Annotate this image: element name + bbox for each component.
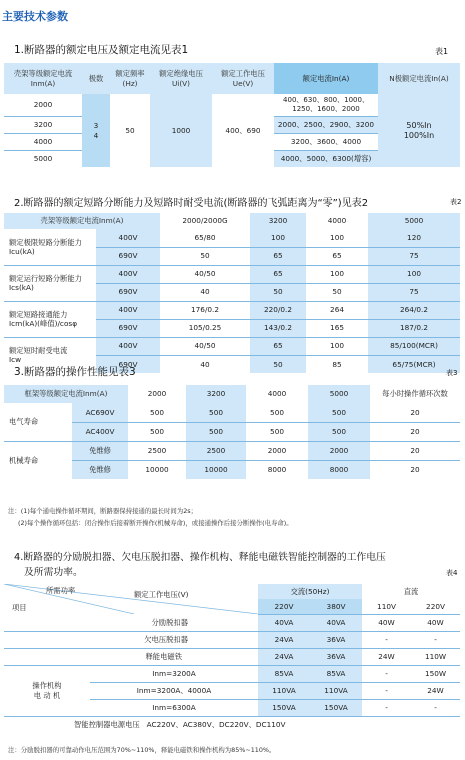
- t1-insulation-voltage: 1000: [150, 94, 212, 167]
- t3-mech1-cycles: 20: [370, 441, 460, 460]
- t3-mech2-2000: 10000: [145, 465, 169, 475]
- table4-number: 表4: [446, 569, 458, 577]
- t1-header-n-pole: N极额定电流In(A): [378, 63, 460, 94]
- t4-motor-3200-dc220: 150W: [411, 665, 460, 682]
- t1-header-insulation: 额定绝缘电压Ui(V): [150, 63, 212, 94]
- t2-icw-690v-5000: 65/75(MCR): [368, 355, 460, 373]
- t4-shunt-ac380: 40VA: [310, 614, 362, 631]
- t4-mechanism-label: 操作机构 电 动 机: [4, 665, 90, 716]
- t1-header-working: 额定工作电压Ue(V): [212, 63, 274, 94]
- t3-mech1-label: 免维修: [72, 441, 128, 460]
- t1-frame-2000: 2000: [4, 94, 82, 116]
- t1-frame-4000: 4000: [4, 133, 82, 150]
- t4-controller-values: AC220V、AC380V、DC220V、DC110V: [146, 720, 286, 730]
- t4-closing-magnet-ac220: 24VA: [258, 648, 310, 665]
- t2-icm-400v-3200: 220/0.2: [250, 301, 306, 319]
- t2-ics-400v-voltage: 400V: [96, 265, 160, 283]
- t2-icu-690v-2000: 50: [160, 247, 250, 265]
- table1: [4, 63, 460, 167]
- t3-mech1-3200: 2500: [186, 441, 246, 460]
- t3-ac690v-cycles: 20: [370, 403, 460, 422]
- t3-electrical-label: 电气寿命: [4, 403, 72, 441]
- t2-icm-690v-4000: 165: [306, 319, 368, 337]
- t2-ics-690v-4000: 50: [306, 283, 368, 301]
- t2-icw-690v-2000: 40: [200, 359, 210, 369]
- t1-header-frequency: 额定频率(Hz): [110, 63, 150, 94]
- t2-icu-400v-4000: 100: [306, 229, 368, 247]
- t1-poles: 3 4: [82, 94, 110, 167]
- t1-frequency: 50: [125, 125, 135, 135]
- t4-undervoltage-dc110: -: [362, 631, 411, 648]
- t2-ics-690v-5000: 75: [368, 283, 460, 301]
- t1-header-frame: 壳架等级额定电流Inm(A): [4, 63, 82, 94]
- t2-ics-690v-voltage: 690V: [96, 283, 160, 301]
- t4-motor-6300-dc110: -: [362, 699, 411, 716]
- t2-header-4000: 4000: [327, 216, 347, 226]
- t3-mech2-3200: 10000: [186, 460, 246, 479]
- t4-motor-3200-ac220: 85VA: [258, 665, 310, 682]
- t4-voltage-ac380: 380V: [310, 599, 362, 614]
- t4-dc-header: 直流: [403, 586, 419, 596]
- table3-note-2: (2)每个操作循环包括：闭合操作后接着断开操作(机械寿命)，或接通操作后接分断操作(电寿命)。: [18, 519, 293, 527]
- t4-motor-6300-ac220: 150VA: [258, 699, 310, 716]
- section2-heading: 2.断路器的额定短路分断能力及短路时耐受电流(断路器的飞弧距离为“零”)见表2: [14, 198, 369, 209]
- t3-ac400v-5000: 500: [308, 422, 370, 441]
- t2-ics-label: 额定运行短路分断能力 Ics(kA): [4, 265, 96, 301]
- t2-icm-400v-voltage: 400V: [96, 301, 160, 319]
- t3-ac690v-label: AC690V: [72, 403, 128, 422]
- t4-motor-4000-ac380: 110VA: [310, 682, 362, 699]
- table3: [4, 385, 460, 479]
- table3-number: 表3: [446, 369, 458, 377]
- t2-ics-400v-2000: 40/50: [160, 265, 250, 283]
- diagonal-lines: [4, 584, 258, 614]
- table4: [4, 584, 460, 733]
- section1-heading: 1.断路器的额定电压及额定电流见表1: [14, 44, 189, 56]
- t2-icu-690v-4000: 65: [306, 247, 368, 265]
- section4-heading-line2: 及所需功率。: [24, 567, 83, 578]
- t4-shunt-ac220: 40VA: [258, 614, 310, 631]
- t2-icm-690v-5000: 187/0.2: [368, 319, 460, 337]
- t2-header-5000: 5000: [368, 213, 460, 229]
- t4-motor-6300-label: Inm=6300A: [90, 699, 258, 716]
- t4-undervoltage-ac220: 24VA: [258, 631, 310, 648]
- t2-icm-690v-voltage: 690V: [96, 319, 160, 337]
- t2-icu-400v-2000: 65/80: [160, 229, 250, 247]
- t3-ac400v-label: AC400V: [72, 422, 128, 441]
- t1-rated-current-5000: 4000、5000、6300(增容): [274, 150, 378, 167]
- t2-icu-690v-5000: 75: [368, 247, 460, 265]
- t4-diag-voltage: 额定工作电压(V): [134, 590, 189, 599]
- t3-ac690v-5000: 500: [308, 403, 370, 422]
- t2-icu-400v-3200: 100: [250, 229, 306, 247]
- t2-icw-400v-2000: 40/50: [160, 337, 250, 355]
- t2-icw-400v-3200: 65: [250, 337, 306, 355]
- t4-controller-row: [4, 716, 460, 733]
- t3-header-2000: 2000: [147, 389, 167, 399]
- t1-rated-current-2000: 400、630、800、1000、1250、1600、2000: [274, 94, 378, 116]
- t1-rated-current-3200: 2000、2500、2900、3200: [274, 116, 378, 133]
- t4-motor-3200-label: Inm=3200A: [90, 665, 258, 682]
- t2-icu-label: 额定极限短路分断能力 Icu(kA): [4, 229, 96, 265]
- t3-mech2-label: 免维修: [72, 460, 128, 479]
- t3-mechanical-label: 机械寿命: [9, 455, 39, 465]
- t2-ics-690v-3200: 50: [250, 283, 306, 301]
- section4-heading-line1: 4.断路器的分励脱扣器、欠电压脱扣器、操作机构、释能电磁铁智能控制器的工作电压: [14, 552, 386, 563]
- t3-ac690v-2000: 500: [128, 403, 186, 422]
- t4-diag-power: 所需功率: [46, 586, 76, 595]
- t3-ac690v-4000: 500: [246, 403, 308, 422]
- t4-closing-magnet-dc110: 24W: [362, 648, 411, 665]
- t2-icw-label: 额定短时耐受电流 Icw: [9, 346, 68, 365]
- t3-mech1-5000: 2000: [308, 441, 370, 460]
- t2-icu-400v-voltage: 400V: [96, 229, 160, 247]
- table1-number: 表1: [435, 47, 449, 56]
- t4-controller-label: 智能控制器电源电压: [74, 720, 140, 730]
- t2-ics-400v-4000: 100: [306, 265, 368, 283]
- t2-icw-690v-4000: 85: [332, 359, 342, 369]
- t3-ac400v-cycles: 20: [370, 422, 460, 441]
- t3-header-cycles: 每小时操作循环次数: [382, 389, 448, 399]
- t2-ics-400v-3200: 65: [250, 265, 306, 283]
- t4-voltage-dc110: 110V: [362, 599, 411, 614]
- table2: [4, 213, 460, 373]
- t2-ics-400v-5000: 100: [368, 265, 460, 283]
- t2-icm-690v-3200: 143/0.2: [250, 319, 306, 337]
- t4-voltage-dc220: 220V: [411, 599, 460, 614]
- t4-shunt-label: 分励脱扣器: [4, 614, 258, 631]
- t3-header-3200: 3200: [186, 385, 246, 403]
- t4-diagonal-header: [4, 584, 258, 614]
- t3-mech2-cycles: 20: [410, 465, 420, 475]
- t3-header-4000: 4000: [267, 389, 287, 399]
- t4-closing-magnet-label: 释能电磁铁: [4, 648, 258, 665]
- t3-mech1-4000: 2000: [246, 441, 308, 460]
- table2-number: 表2: [450, 198, 462, 206]
- t3-header-5000: 5000: [308, 385, 370, 403]
- t2-header-frame: 壳架等级额定电流Inm(A): [4, 213, 160, 229]
- t1-frame-3200: 3200: [4, 116, 82, 133]
- t3-ac400v-3200: 500: [186, 422, 246, 441]
- t4-motor-4000-dc220: 24W: [411, 682, 460, 699]
- t1-header-poles: 极数: [82, 63, 110, 94]
- t3-mech2-4000: 8000: [267, 465, 287, 475]
- table3-note-1: 注：(1)每个通电操作循环期间，断路器保持接通的最长时间为2s；: [8, 507, 197, 515]
- t3-mech1-2000: 2500: [128, 441, 186, 460]
- section3-heading: 3.断路器的操作性能见表3: [14, 366, 136, 378]
- t4-undervoltage-dc220: -: [411, 631, 460, 648]
- t4-diag-item: 项目: [12, 603, 27, 612]
- t2-header-3200: 3200: [250, 213, 306, 229]
- table4-note: 注：分励脱扣器的可靠动作电压范围为70%~110%，释能电磁铁和操作机构为85%~110%。: [8, 746, 276, 754]
- t4-motor-6300-dc220: -: [411, 699, 460, 716]
- t1-header-rated-current: 额定电流In(A): [274, 63, 378, 94]
- t3-header-frame: 框架等级额定电流Inm(A): [4, 385, 128, 403]
- t2-icu-400v-5000: 120: [368, 229, 460, 247]
- t4-motor-3200-dc110: -: [362, 665, 411, 682]
- t4-shunt-dc220: 40W: [411, 614, 460, 631]
- t3-ac400v-4000: 500: [246, 422, 308, 441]
- t2-icm-400v-5000: 264/0.2: [368, 301, 460, 319]
- t3-ac400v-2000: 500: [128, 422, 186, 441]
- t4-voltage-ac220: 220V: [258, 599, 310, 614]
- t2-icw-400v-5000: 85/100(MCR): [368, 337, 460, 355]
- t2-icm-400v-4000: 264: [306, 301, 368, 319]
- t1-n-pole-current: 50%In 100%In: [378, 94, 460, 167]
- t4-closing-magnet-ac380: 36VA: [310, 648, 362, 665]
- t1-working-voltage: 400、690: [225, 125, 261, 135]
- t4-motor-4000-label: Inm=3200A、4000A: [90, 682, 258, 699]
- page-title: 主要技术参数: [2, 10, 68, 23]
- t2-icw-690v-3200: 50: [250, 355, 306, 373]
- t4-ac-header: 交流(50Hz): [258, 584, 362, 599]
- t2-icw-690v-voltage: 690V: [96, 355, 160, 373]
- t4-motor-4000-ac220: 110VA: [258, 682, 310, 699]
- t4-motor-6300-ac380: 150VA: [310, 699, 362, 716]
- t3-mech2-5000: 8000: [308, 460, 370, 479]
- t4-undervoltage-ac380: 36VA: [310, 631, 362, 648]
- t2-ics-690v-2000: 40: [160, 283, 250, 301]
- t2-icw-400v-4000: 100: [306, 337, 368, 355]
- t4-shunt-dc110: 40W: [362, 614, 411, 631]
- t2-icm-400v-2000: 176/0.2: [160, 301, 250, 319]
- t4-motor-4000-dc110: -: [362, 682, 411, 699]
- t2-icm-label: 额定短路接通能力 Icm(kA)(峰值)/cosφ: [4, 301, 96, 337]
- t4-undervoltage-label: 欠电压脱扣器: [4, 631, 258, 648]
- t1-rated-current-4000: 3200、3600、4000: [274, 133, 378, 150]
- t2-icm-690v-2000: 105/0.25: [160, 319, 250, 337]
- t1-frame-5000: 5000: [33, 154, 53, 164]
- t3-ac690v-3200: 500: [186, 403, 246, 422]
- t2-icw-400v-voltage: 400V: [96, 337, 160, 355]
- t2-icu-690v-voltage: 690V: [96, 247, 160, 265]
- t4-closing-magnet-dc220: 110W: [411, 648, 460, 665]
- t2-icu-690v-3200: 65: [250, 247, 306, 265]
- t2-header-2000: 2000/2000G: [182, 216, 228, 226]
- t4-motor-3200-ac380: 85VA: [310, 665, 362, 682]
